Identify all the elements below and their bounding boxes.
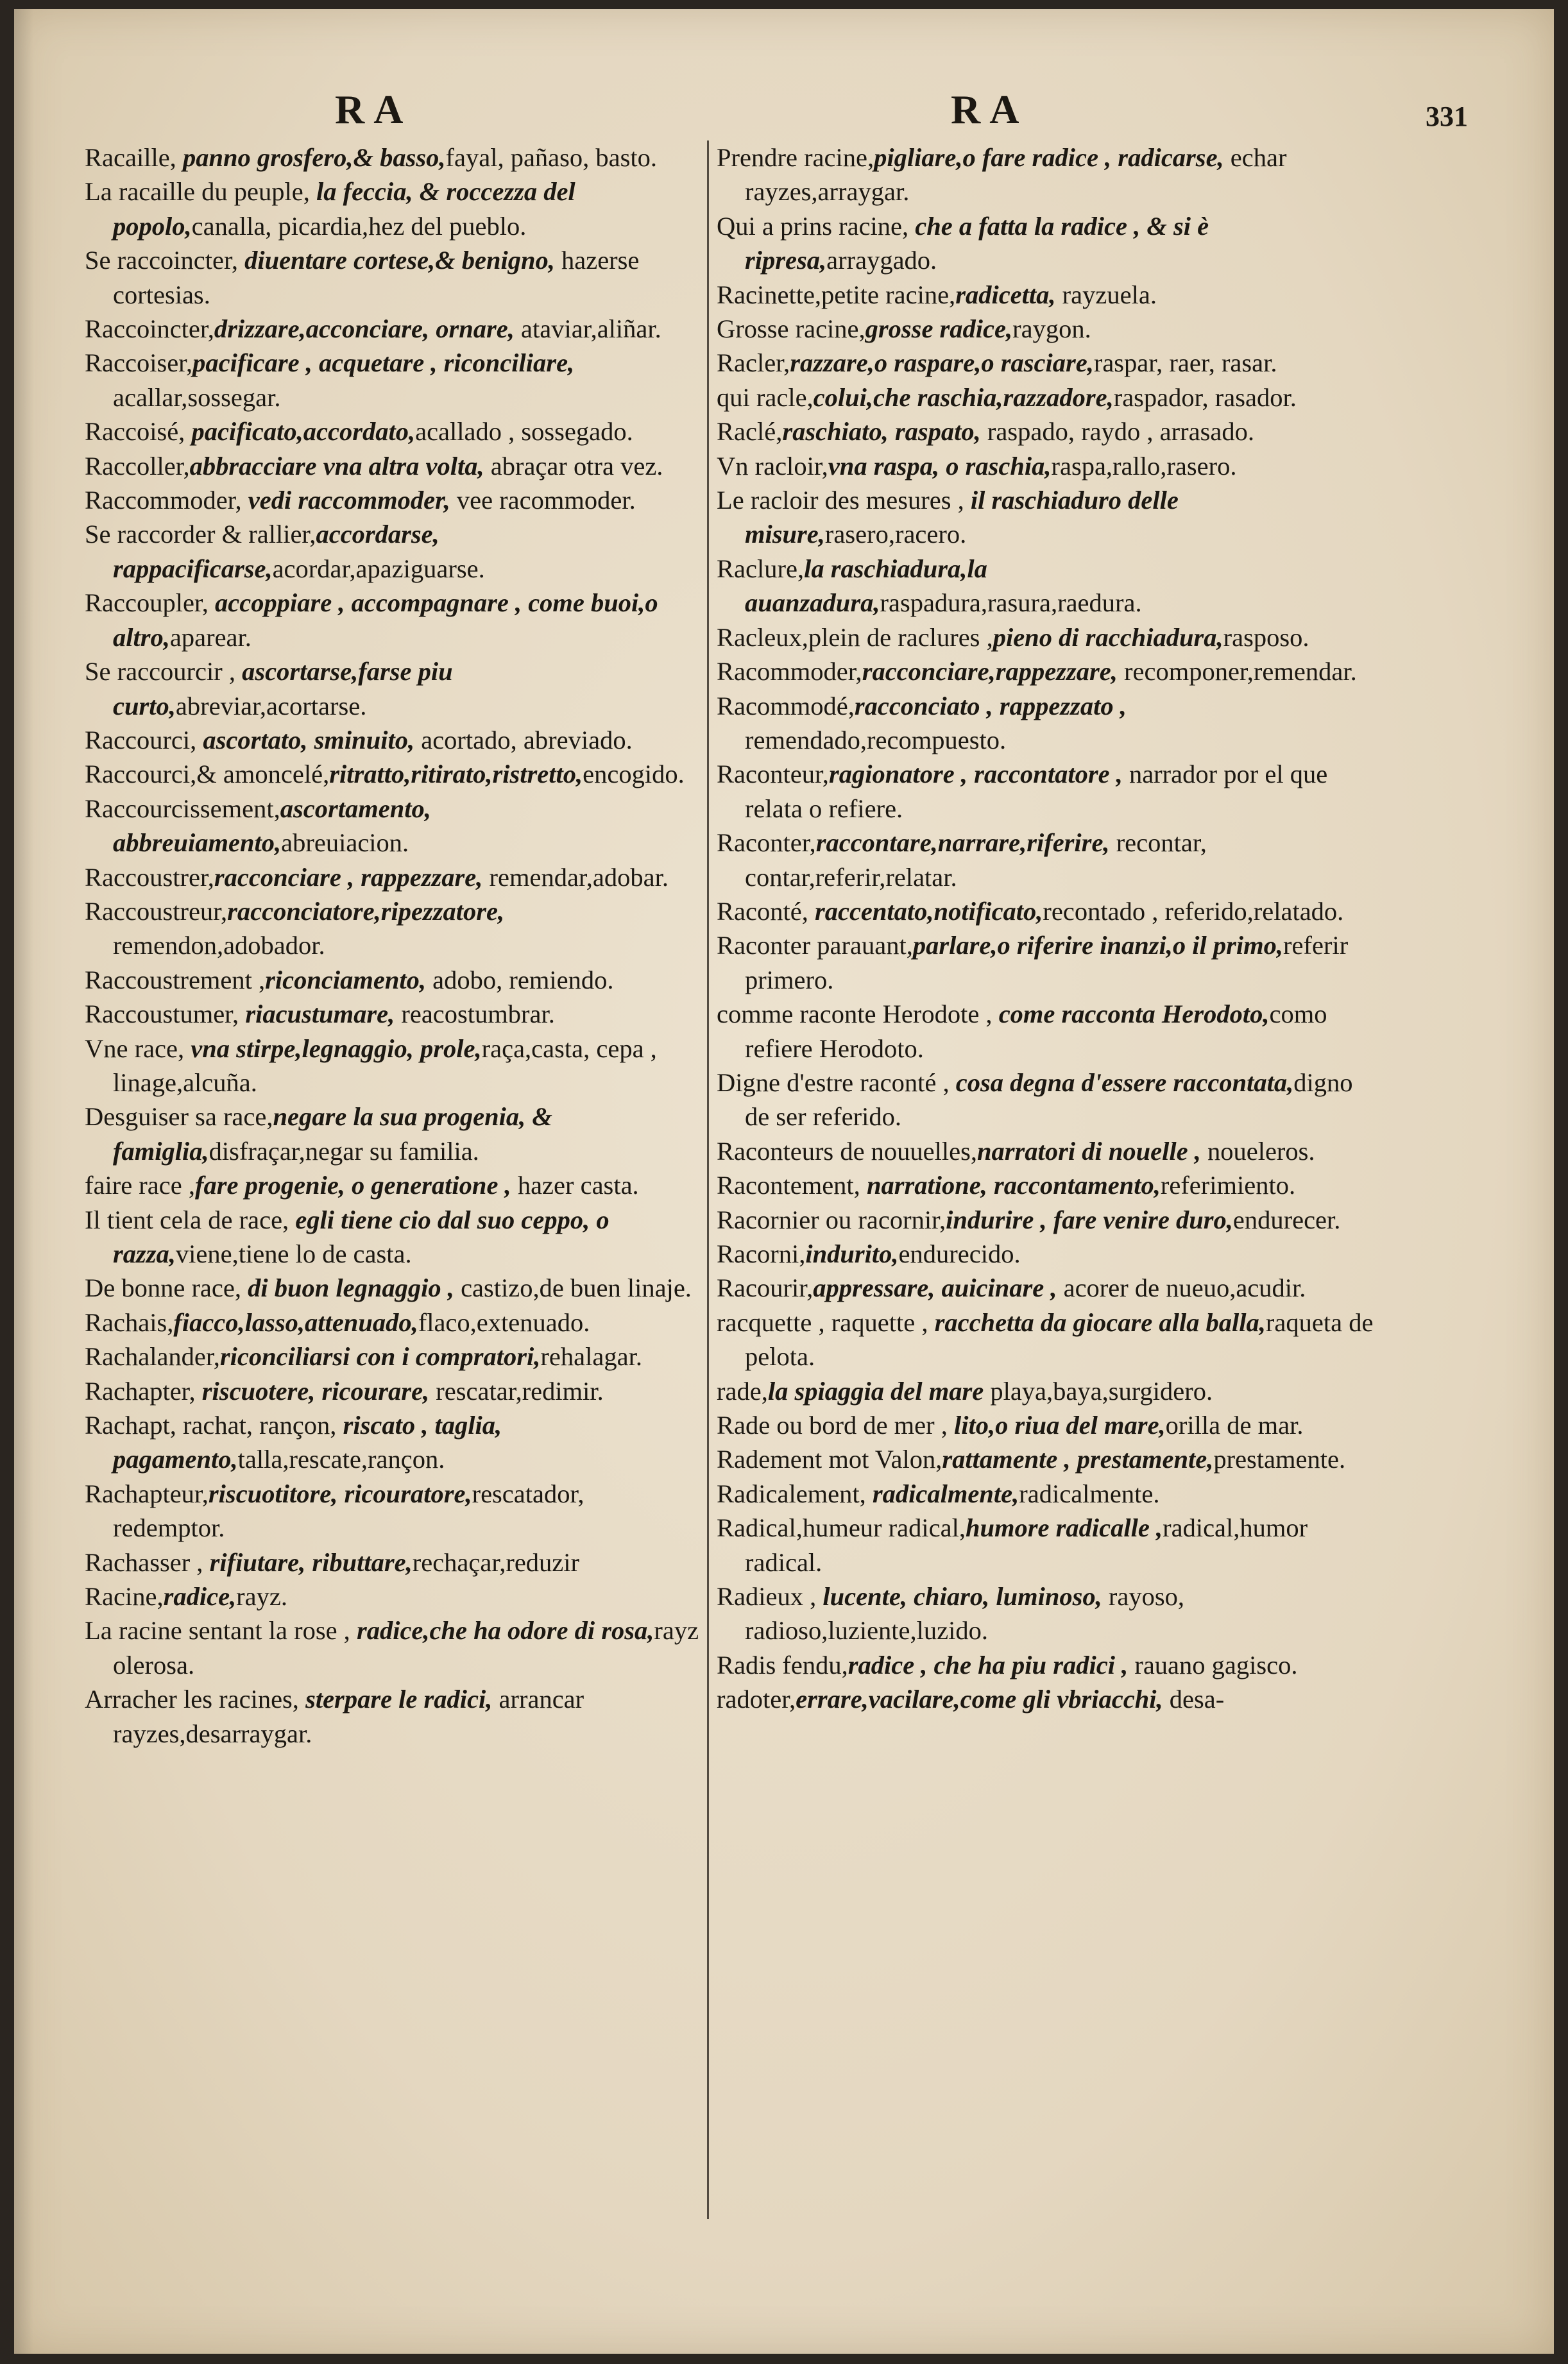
spanish-gloss: raspador, rasador. [1113, 382, 1297, 412]
dictionary-entry [717, 346, 1377, 380]
headword: Radement mot Valon, [717, 1445, 942, 1474]
italian-gloss: racconciato , rappezzato , [854, 691, 1127, 720]
dictionary-entry [85, 723, 701, 757]
spanish-gloss: radicalmente. [1019, 1479, 1160, 1508]
italian-gloss: errare,vacilare,come gli vbriacchi, [796, 1685, 1163, 1714]
headword: Racourir, [717, 1273, 814, 1303]
italian-gloss: accordarse, rappacificarse, [113, 520, 439, 583]
spanish-gloss: recomponer,remendar. [1117, 657, 1357, 686]
italian-gloss: racconciatore,ripezzatore, [227, 896, 505, 926]
headword: Raccoustrer, [85, 862, 214, 892]
italian-gloss: riscuotitore, ricouratore, [208, 1479, 472, 1508]
spanish-gloss: playa,baya,surgidero. [984, 1376, 1213, 1406]
headword: Racine, [85, 1582, 164, 1611]
dictionary-entry [85, 1339, 701, 1373]
italian-gloss: radice , che ha piu radici , [848, 1650, 1129, 1679]
dictionary-entry [717, 1168, 1377, 1202]
headword: Le racloir des mesures , [717, 486, 964, 515]
dictionary-entry [717, 826, 1377, 894]
headword: Raconter parauant, [717, 931, 913, 960]
italian-gloss: fiacco,lasso,attenuado, [173, 1307, 418, 1337]
dictionary-entry [717, 1066, 1377, 1134]
spanish-gloss: rauano gagisco. [1128, 1650, 1298, 1679]
headword: Raclé, [717, 417, 783, 446]
spanish-gloss: aparear. [169, 622, 251, 652]
italian-gloss: panno grosfero,& basso, [176, 143, 446, 172]
dictionary-entry [85, 517, 701, 586]
italian-gloss: ascortato, sminuito, [196, 725, 415, 754]
italian-gloss: di buon legnaggio , [241, 1273, 454, 1303]
italian-gloss: parlare,o riferire inanzi,o il primo, [912, 931, 1284, 960]
headword: Raccoller, [85, 451, 190, 480]
italian-gloss: grosse radice, [865, 314, 1013, 344]
dictionary-entry [717, 1682, 1377, 1716]
spanish-gloss: hazer casta. [511, 1171, 639, 1200]
italian-gloss: la spiaggia del mare [767, 1376, 984, 1406]
dictionary-entry [85, 860, 701, 894]
spanish-gloss: acortado, abreviado. [414, 725, 633, 754]
spanish-gloss: rechaçar,reduzir [412, 1547, 580, 1577]
dictionary-entry [85, 1408, 701, 1477]
right-running-head: RA [951, 87, 1028, 132]
italian-gloss: vna stirpe,legnaggio, prole, [184, 1033, 482, 1063]
italian-gloss: negare la sua progenia, & famiglia, [113, 1102, 552, 1166]
spanish-gloss: arraygado. [826, 246, 937, 275]
spanish-gloss: castizo,de buen linaje. [454, 1273, 692, 1303]
italian-gloss: racchetta da giocare alla balla, [928, 1307, 1266, 1337]
dictionary-entry [85, 1100, 701, 1168]
italian-gloss: lucente, chiaro, luminoso, [816, 1582, 1102, 1611]
italian-gloss: radice,che ha odore di rosa, [350, 1616, 654, 1645]
headword: La racaille du peuple, [85, 177, 310, 207]
headword: Raconté, [717, 896, 808, 926]
headword: Racommoder, [717, 657, 862, 686]
spanish-gloss: raqueta de pelota. [745, 1307, 1374, 1372]
italian-gloss: ascortamento, abbreuiamento, [113, 794, 431, 858]
dictionary-entry [85, 1305, 701, 1339]
spanish-gloss: abreuiacion. [281, 828, 409, 858]
dictionary-entry [717, 1271, 1377, 1305]
dictionary-entry [85, 346, 701, 414]
headword: Radical,humeur radical, [717, 1513, 966, 1543]
italian-gloss: pacificato,accordato, [185, 417, 416, 446]
spanish-gloss: remendado,recompuesto. [745, 725, 1007, 754]
spanish-gloss: reacostumbrar. [395, 999, 555, 1029]
dictionary-entry [85, 1477, 701, 1545]
italian-gloss: ascortarse,farse piu curto, [113, 657, 453, 720]
italian-gloss: narratione, raccontamento, [860, 1171, 1161, 1200]
headword: Racler, [717, 348, 790, 378]
headword: Se raccorder & rallier, [85, 520, 316, 549]
dictionary-entry [717, 689, 1377, 758]
spanish-gloss: raspar, raer, rasar. [1093, 348, 1277, 378]
headword: Raccoincter, [85, 314, 214, 344]
spanish-gloss: endurecido. [898, 1239, 1021, 1268]
italian-gloss: colui,che raschia,razzadore, [813, 382, 1114, 412]
headword: Se raccoincter, [85, 246, 238, 275]
headword: Radieux , [717, 1582, 817, 1611]
spanish-gloss: raspadura,rasura,raedura. [880, 588, 1142, 618]
dictionary-entry [85, 894, 701, 963]
spanish-gloss: recontar, contar,referir,relatar. [745, 828, 1207, 892]
headword: radoter, [717, 1685, 796, 1714]
italian-gloss: diuentare cortese,& benigno, [238, 246, 555, 275]
italian-gloss: abbracciare vna altra volta, [189, 451, 484, 480]
italian-gloss: radicalmente, [865, 1479, 1019, 1508]
headword: Rachapter, [85, 1376, 196, 1406]
spanish-gloss: desa- [1163, 1685, 1225, 1714]
spanish-gloss: rayz olerosa. [113, 1616, 699, 1679]
spanish-gloss: narrador por el que relata o refiere. [745, 760, 1328, 823]
headword: Raconteur, [717, 760, 829, 789]
headword: Racorni, [717, 1239, 806, 1268]
left-running-head: RA [335, 87, 413, 132]
spanish-gloss: rasero,racero. [824, 520, 967, 549]
spanish-gloss: vee racommoder. [450, 486, 636, 515]
dictionary-entry [85, 449, 701, 483]
headword: Racinette,petite racine, [717, 280, 956, 309]
spanish-gloss: rehalagar. [540, 1342, 642, 1372]
italian-gloss: indurire , fare venire duro, [946, 1205, 1233, 1234]
italian-gloss: vedi raccommoder, [241, 486, 450, 515]
spanish-gloss: fayal, pañaso, basto. [445, 143, 658, 172]
headword: Digne d'estre raconté , [717, 1067, 950, 1097]
spanish-gloss: ataviar,aliñar. [514, 314, 661, 344]
spanish-gloss: acordar,apaziguarse. [272, 554, 485, 583]
dictionary-entry [717, 1408, 1377, 1442]
italian-gloss: radicetta, [955, 280, 1056, 309]
spanish-gloss: rayoso, radioso,luziente,luzido. [745, 1582, 1185, 1645]
headword: Rachalander, [85, 1342, 220, 1372]
italian-gloss: ritratto,ritirato,ristretto, [329, 760, 583, 789]
spanish-gloss: flaco,extenuado. [418, 1307, 590, 1337]
italian-gloss: pieno di racchiadura, [993, 622, 1223, 652]
spanish-gloss: acorer de nueuo,acudir. [1057, 1273, 1306, 1303]
headword: Rachais, [85, 1307, 174, 1337]
italian-gloss: raccentato,notificato, [808, 896, 1043, 926]
dictionary-entry [717, 997, 1377, 1066]
italian-gloss: egli tiene cio dal suo ceppo, o razza, [113, 1205, 609, 1268]
dictionary-entry [717, 1477, 1377, 1511]
italian-gloss: narratori di nouelle , [977, 1136, 1201, 1166]
dictionary-entry [717, 1442, 1377, 1476]
headword: Raclure, [717, 554, 805, 583]
spanish-gloss: raça,casta, cepa , linage,alcuña. [113, 1033, 657, 1097]
dictionary-entry [717, 654, 1377, 688]
dictionary-entry [717, 1203, 1377, 1237]
dictionary-entry [85, 1545, 701, 1579]
headword: Raccourci, [85, 725, 197, 754]
italian-gloss: rattamente , prestamente, [942, 1445, 1214, 1474]
headword: Prendre racine, [717, 143, 874, 172]
spanish-gloss: acallado , sossegado. [415, 417, 633, 446]
italian-gloss: sterpare le radici, [298, 1685, 493, 1714]
spanish-gloss: como refiere Herodoto. [745, 999, 1327, 1063]
headword: Racontement, [717, 1171, 860, 1200]
dictionary-entry [85, 997, 701, 1031]
italian-gloss: vna raspa, o raschia, [828, 451, 1052, 480]
dictionary-entry [85, 1168, 701, 1202]
page-edge-shadow [14, 9, 33, 2354]
italian-gloss: humore radicalle , [965, 1513, 1163, 1543]
headword: Raccoustumer, [85, 999, 239, 1029]
dictionary-entry [717, 1374, 1377, 1408]
headword: Desguiser sa race, [85, 1102, 273, 1132]
dictionary-entry [717, 1648, 1377, 1682]
italian-gloss: racconciare,rappezzare, [862, 657, 1118, 686]
headword: De bonne race, [85, 1273, 241, 1303]
spanish-gloss: raspado, raydo , arrasado. [980, 417, 1254, 446]
dictionary-entry [85, 414, 701, 448]
dictionary-entry [717, 1134, 1377, 1168]
dictionary-entry [717, 620, 1377, 654]
dictionary-entry [85, 1613, 701, 1682]
dictionary-entry [85, 1579, 701, 1613]
italian-gloss: riconciliarsi con i compratori, [219, 1342, 541, 1372]
italian-gloss: ragionatore , raccontatore , [828, 760, 1123, 789]
spanish-gloss: arrancar rayzes,desarraygar. [113, 1685, 584, 1748]
spanish-gloss: endurecer. [1232, 1205, 1341, 1234]
spanish-gloss: abreviar,acortarse. [175, 691, 367, 720]
headword: Il tient cela de race, [85, 1205, 289, 1234]
dictionary-entry [717, 757, 1377, 826]
dictionary-entry [85, 312, 701, 346]
italian-gloss: raschiato, raspato, [782, 417, 981, 446]
dictionary-entry [85, 1203, 701, 1271]
headword: Rachapt, rachat, rançon, [85, 1411, 337, 1440]
spanish-gloss: radical,humor radical. [745, 1513, 1308, 1577]
headword: comme raconte Herodote , [717, 999, 993, 1029]
headword: Raconteurs de nouuelles, [717, 1136, 978, 1166]
spanish-gloss: viene,tiene lo de casta. [175, 1239, 412, 1268]
column-divider [707, 140, 709, 2219]
dictionary-entry [85, 1271, 701, 1305]
spanish-gloss: referimiento. [1160, 1171, 1296, 1200]
spanish-gloss: remendon,adobador. [113, 931, 325, 960]
headword: faire race , [85, 1171, 195, 1200]
dictionary-entry [85, 963, 701, 997]
headword: rade, [717, 1376, 768, 1406]
italian-gloss: riscato , taglia, pagamento, [113, 1411, 502, 1474]
dictionary-entry [85, 174, 701, 243]
dictionary-entry [85, 1682, 701, 1751]
dictionary-entry [85, 792, 701, 860]
headword: racquette , raquette , [717, 1307, 928, 1337]
spanish-gloss: remendar,adobar. [482, 862, 669, 892]
italian-gloss: riscuotere, ricourare, [195, 1376, 430, 1406]
italian-gloss: racconciare , rappezzare, [214, 862, 483, 892]
spanish-gloss: rasposo. [1223, 622, 1309, 652]
dictionary-entry [717, 140, 1377, 209]
headword: Raccourci,& amoncelé, [85, 760, 330, 789]
headword: Grosse racine, [717, 314, 865, 344]
dictionary-entry [717, 552, 1377, 620]
spanish-gloss: rescatar,redimir. [429, 1376, 604, 1406]
italian-gloss: indurito, [805, 1239, 899, 1268]
headword: Raccoisé, [85, 417, 185, 446]
italian-gloss: come racconta Herodoto, [992, 999, 1270, 1029]
headword: Raconter, [717, 828, 816, 858]
spanish-gloss: disfraçar,negar su familia. [209, 1136, 479, 1166]
right-column [717, 140, 1377, 2270]
headword: Rachapteur, [85, 1479, 209, 1508]
headword: Raccommoder, [85, 486, 242, 515]
italian-gloss: pigliare,o fare radice , radicarse, [874, 143, 1224, 172]
spanish-gloss: rayzuela. [1055, 280, 1157, 309]
headword: Raccoustreur, [85, 896, 228, 926]
italian-gloss: fare progenie, o generatione , [194, 1171, 511, 1200]
spanish-gloss: encogido. [583, 760, 685, 789]
spanish-gloss: acallar,sossegar. [113, 382, 281, 412]
spanish-gloss: talla,rescate,rançon. [237, 1445, 445, 1474]
italian-gloss: rifiutare, ributtare, [203, 1547, 413, 1577]
headword: Racommodé, [717, 691, 855, 720]
spanish-gloss: orilla de mar. [1165, 1411, 1304, 1440]
dictionary-entry [717, 1305, 1377, 1374]
headword: Radis fendu, [717, 1650, 848, 1679]
dictionary-entry [717, 1237, 1377, 1271]
dictionary-entry [717, 414, 1377, 448]
dictionary-entry [717, 1511, 1377, 1579]
dictionary-entry [85, 243, 701, 312]
headword: Raccoustrement , [85, 965, 266, 994]
dictionary-entry [717, 1579, 1377, 1648]
headword: Radicalement, [717, 1479, 866, 1508]
italian-gloss: il raschiaduro delle misure, [745, 486, 1179, 549]
italian-gloss: la feccia, & roccezza del popolo, [113, 177, 575, 241]
spanish-gloss: referir primero. [745, 931, 1349, 994]
page-header [14, 86, 1554, 144]
dictionary-entry [85, 654, 701, 723]
headword: Racornier ou racornir, [717, 1205, 946, 1234]
spanish-gloss: echar rayzes,arraygar. [745, 143, 1287, 207]
italian-gloss: pacificare , acquetare , riconciliare, [192, 348, 575, 378]
spanish-gloss: canalla, picardia,hez del pueblo. [191, 211, 527, 241]
headword: Vne race, [85, 1033, 185, 1063]
spanish-gloss: hazerse cortesias. [113, 246, 640, 309]
italian-gloss: riacustumare, [239, 999, 395, 1029]
dictionary-entry [717, 928, 1377, 997]
spanish-gloss: abraçar otra vez. [484, 451, 663, 480]
italian-gloss: razzare,o raspare,o rasciare, [790, 348, 1094, 378]
italian-gloss: lito,o riua del mare, [947, 1411, 1166, 1440]
dictionary-entry [717, 209, 1377, 278]
headword: Raccoupler, [85, 588, 209, 618]
dictionary-entry [85, 140, 701, 174]
spanish-gloss: digno de ser referido. [745, 1067, 1353, 1132]
italian-gloss: che a fatta la radice , & si è ripresa, [745, 211, 1209, 275]
spanish-gloss: adobo, remiendo. [426, 965, 614, 994]
spanish-gloss: prestamente. [1213, 1445, 1346, 1474]
dictionary-entry [717, 278, 1377, 312]
headword: Rachasser , [85, 1547, 203, 1577]
headword: Raccourcissement, [85, 794, 280, 823]
italian-gloss: cosa degna d'essere raccontata, [949, 1067, 1294, 1097]
dictionary-entry [85, 757, 701, 791]
spanish-gloss: rayz. [236, 1582, 287, 1611]
headword: Raccoiser, [85, 348, 193, 378]
dictionary-entry [717, 312, 1377, 346]
dictionary-entry [85, 586, 701, 654]
italian-gloss: drizzare,acconciare, ornare, [214, 314, 515, 344]
italian-gloss: appressare, auicinare , [813, 1273, 1057, 1303]
headword: La racine sentant la rose , [85, 1616, 350, 1645]
italian-gloss: la raschiadura,la auanzadura, [745, 554, 987, 618]
headword: Qui a prins racine, [717, 211, 909, 241]
headword: Se raccourcir , [85, 657, 235, 686]
dictionary-entry [717, 894, 1377, 928]
italian-gloss: riconciamento, [265, 965, 427, 994]
dictionary-entry [85, 1374, 701, 1408]
page-number: 331 [1426, 101, 1468, 132]
book-page [14, 9, 1554, 2354]
spanish-gloss: raygon. [1012, 314, 1091, 344]
spanish-gloss: rescatador, redemptor. [113, 1479, 584, 1543]
italian-gloss: accoppiare , accompagnare , come buoi,o altro, [113, 588, 658, 652]
dictionary-entry [717, 483, 1377, 552]
dictionary-entry [717, 449, 1377, 483]
headword: Vn racloir, [717, 451, 828, 480]
headword: Rade ou bord de mer , [717, 1411, 948, 1440]
dictionary-entry [85, 483, 701, 517]
headword: Racaille, [85, 143, 176, 172]
headword: Racleux,plein de raclures , [717, 622, 993, 652]
dictionary-entry [717, 380, 1377, 414]
spanish-gloss: noueleros. [1200, 1136, 1315, 1166]
italian-gloss: radice, [163, 1582, 237, 1611]
spanish-gloss: raspa,rallo,rasero. [1051, 451, 1237, 480]
headword: Arracher les racines, [85, 1685, 299, 1714]
italian-gloss: raccontare,narrare,riferire, [815, 828, 1110, 858]
left-column [85, 140, 701, 2270]
spanish-gloss: recontado , referido,relatado. [1043, 896, 1344, 926]
dictionary-entry [85, 1032, 701, 1100]
headword: qui racle, [717, 382, 814, 412]
